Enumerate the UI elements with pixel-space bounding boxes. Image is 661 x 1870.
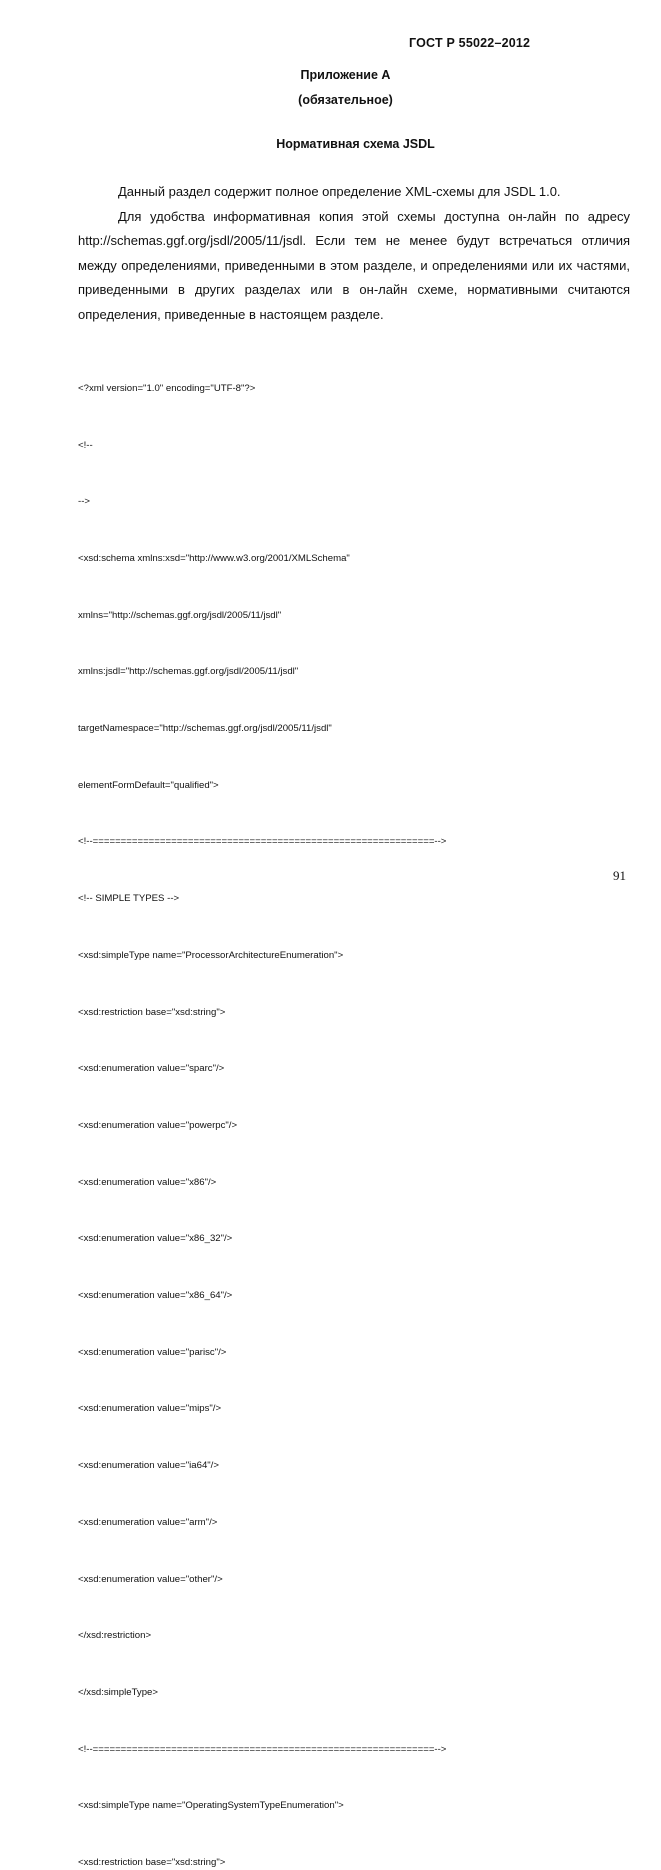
code-line: <xsd:simpleType name="ProcessorArchitectureEnumeration"> — [78, 949, 344, 961]
xml-schema-code-block — [78, 342, 638, 1870]
code-line: <xsd:simpleType name="OperatingSystemTypeEnumeration"> — [78, 1800, 344, 1812]
code-line: <!--=============================================================--> — [78, 836, 447, 848]
appendix-title: Приложение А — [300, 68, 391, 82]
code-line: <!-- SIMPLE TYPES --> — [78, 893, 180, 905]
page-number: 91 — [613, 868, 626, 883]
code-line: <xsd:enumeration value="sparc"/> — [78, 1063, 225, 1075]
code-line: <xsd:restriction base="xsd:string"> — [78, 1006, 226, 1018]
code-line: <!-- — [78, 439, 93, 451]
body-paragraph: Данный раздел содержит полное определение XML-схемы для JSDL 1.0. — [118, 184, 561, 199]
code-line: <xsd:enumeration value="parisc"/> — [78, 1346, 227, 1358]
code-line: <xsd:restriction base="xsd:string"> — [78, 1857, 226, 1869]
code-line: xmlns:jsdl="http://schemas.ggf.org/jsdl/2005/11/jsdl" — [78, 666, 299, 678]
code-line: <xsd:enumeration value="x86_32"/> — [78, 1233, 233, 1245]
body-text — [78, 180, 630, 327]
code-line: <xsd:enumeration value="x86_64"/> — [78, 1290, 233, 1302]
code-line: <xsd:enumeration value="other"/> — [78, 1573, 223, 1585]
section-title: Нормативная схема JSDL — [276, 137, 435, 151]
code-line: elementFormDefault="qualified"> — [78, 779, 219, 791]
body-paragraph: Для удобства информативная копия этой схемы доступна он-лайн по адресу http://schemas.ggf.org/jsdl/2005/11/jsdl. Если тем не менее будут встречаться отличия между определениями, приведенными в этом разделе, и определениями или их частями, приведенными в других разделах или в он-лайн схеме, нормативными считаются определения, приведенные в настоящем разделе. — [78, 208, 630, 322]
code-line: </xsd:restriction> — [78, 1630, 152, 1642]
appendix-status: (обязательное) — [298, 93, 393, 107]
code-line: --> — [78, 496, 90, 508]
code-line: </xsd:simpleType> — [78, 1686, 158, 1698]
code-line: <xsd:enumeration value="mips"/> — [78, 1403, 222, 1415]
code-line: <xsd:enumeration value="x86"/> — [78, 1176, 217, 1188]
code-line: <xsd:enumeration value="arm"/> — [78, 1516, 218, 1528]
code-line: <xsd:enumeration value="powerpc"/> — [78, 1119, 238, 1131]
standard-code: ГОСТ Р 55022–2012 — [409, 36, 531, 50]
code-line: targetNamespace="http://schemas.ggf.org/jsdl/2005/11/jsdl" — [78, 723, 332, 735]
code-line: <?xml version="1.0" encoding="UTF-8"?> — [78, 382, 256, 394]
code-line: <!--=============================================================--> — [78, 1743, 447, 1755]
code-line: xmlns="http://schemas.ggf.org/jsdl/2005/11/jsdl" — [78, 609, 282, 621]
code-line: <xsd:enumeration value="ia64"/> — [78, 1460, 219, 1472]
code-line: <xsd:schema xmlns:xsd="http://www.w3.org/2001/XMLSchema" — [78, 552, 350, 564]
